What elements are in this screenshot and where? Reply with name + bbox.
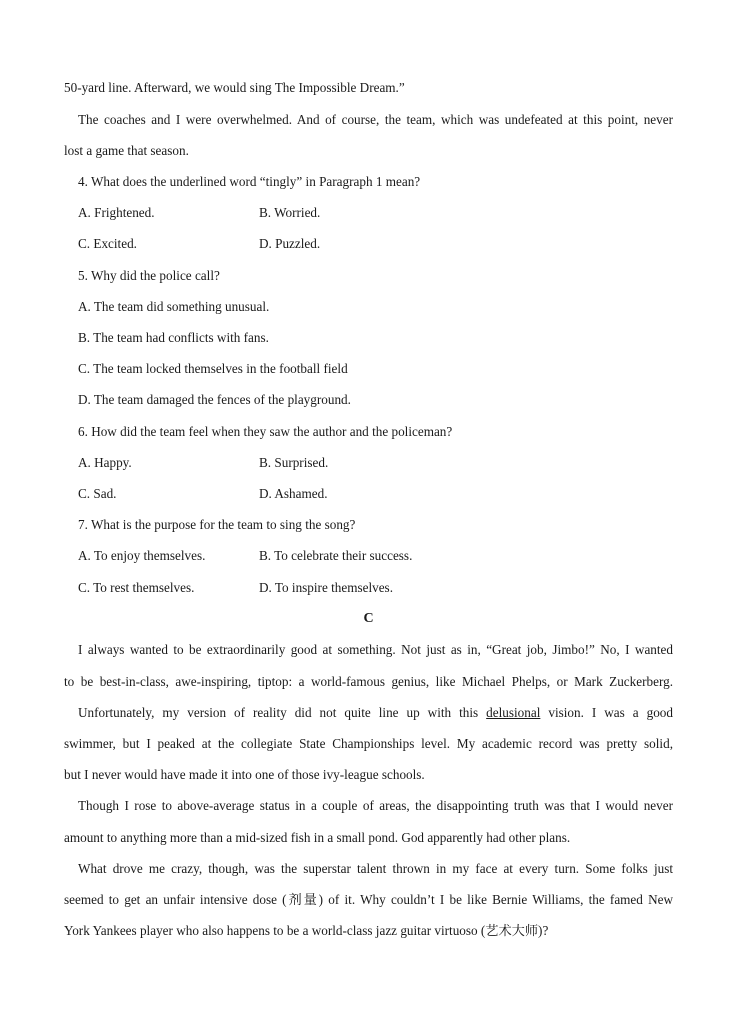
answer-option: D. Puzzled. [259, 236, 321, 251]
answer-option: A. Happy. [78, 455, 132, 470]
answer-option: B. Worried. [259, 205, 321, 220]
question-stem: 7. What is the purpose for the team to sing the song? [78, 517, 356, 532]
passage-line: I always wanted to be extraordinarily good at something. Not just as in, “Great job, Jimbo!” No, I wanted [78, 642, 673, 657]
passage-line: 50-yard line. Afterward, we would sing The Impossible Dream.” [64, 80, 405, 95]
passage-text: vision. I was a good [540, 705, 673, 720]
answer-option: D. The team damaged the fences of the playground. [78, 392, 351, 407]
answer-option: D. Ashamed. [259, 486, 328, 501]
passage-line: Though I rose to above-average status in a couple of areas, the disappointing truth was that I would never [78, 798, 673, 813]
passage-line: What drove me crazy, though, was the superstar talent thrown in my face at every turn. Some folks just [78, 861, 673, 876]
passage-line: The coaches and I were overwhelmed. And of course, the team, which was undefeated at this point, never [78, 112, 673, 127]
answer-option: A. To enjoy themselves. [78, 548, 206, 563]
answer-option: C. To rest themselves. [78, 580, 195, 595]
answer-option: B. The team had conflicts with fans. [78, 330, 269, 345]
passage-line: lost a game that season. [64, 143, 189, 158]
question-stem: 6. How did the team feel when they saw the author and the policeman? [78, 424, 453, 439]
answer-option: B. To celebrate their success. [259, 548, 413, 563]
answer-option: C. Sad. [78, 486, 117, 501]
answer-option: D. To inspire themselves. [259, 580, 393, 595]
answer-option: C. Excited. [78, 236, 137, 251]
passage-line: seemed to get an unfair intensive dose (剂量) of it. Why couldn’t I be like Bernie Williams, the famed New [64, 892, 673, 907]
question-stem: 5. Why did the police call? [78, 268, 220, 283]
passage-line: swimmer, but I peaked at the collegiate State Championships level. My academic record was pretty solid, [64, 736, 673, 751]
passage-line: amount to anything more than a mid-sized fish in a small pond. God apparently had other plans. [64, 830, 571, 845]
section-heading: C [363, 611, 374, 626]
passage-text: Unfortunately, my version of reality did not quite line up with this [78, 705, 487, 720]
answer-option: A. Frightened. [78, 205, 155, 220]
answer-option: B. Surprised. [259, 455, 329, 470]
passage-line: York Yankees player who also happens to be a world-class jazz guitar virtuoso (艺术大师)? [64, 923, 549, 938]
passage-line [78, 704, 673, 722]
passage-line: but I never would have made it into one of those ivy-league schools. [64, 767, 425, 782]
passage-line: to be best-in-class, awe-inspiring, tiptop: a world-famous genius, like Michael Phelps, or Mark Zuckerberg. [64, 674, 673, 689]
underlined-word: delusional [486, 705, 541, 720]
answer-option: A. The team did something unusual. [78, 299, 270, 314]
question-stem: 4. What does the underlined word “tingly” in Paragraph 1 mean? [78, 174, 421, 189]
answer-option: C. The team locked themselves in the football field [78, 361, 348, 376]
